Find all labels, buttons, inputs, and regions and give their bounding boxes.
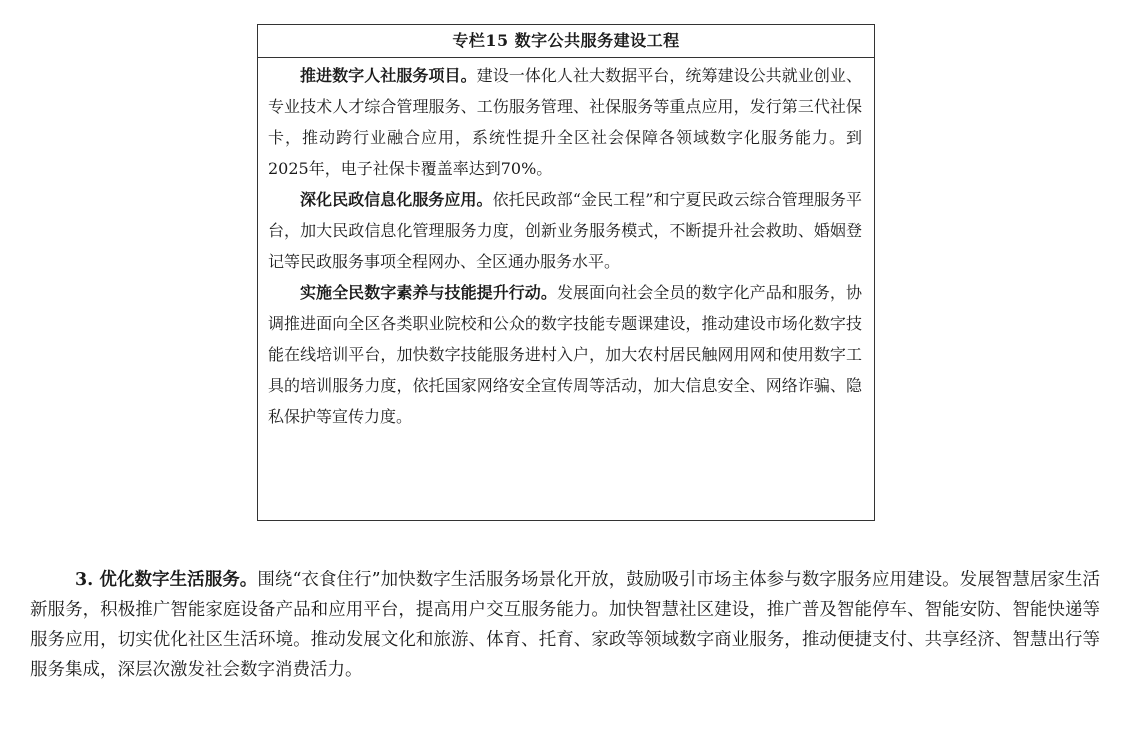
paragraph-heading: 推进数字人社服务项目。 xyxy=(300,66,477,85)
paragraph-text: 发展面向社会全员的数字化产品和服务，协调推进面向全区各类职业院校和公众的数字技能专题课建设，推动建设市场化数字技能在线培训平台，加快数字技能服务进村入户，加大农村居民触网用网和使用数字工具的培训服务力度，依托国家网络安全宣传周等活动，加大信息安全、网络诈骗、隐私保护等宣传力度。 xyxy=(268,283,862,426)
paragraph-heading: 实施全民数字素养与技能提升行动。 xyxy=(300,283,557,302)
section-heading: 3. 优化数字生活服务。 xyxy=(75,570,258,590)
column-paragraph xyxy=(268,60,862,184)
column-paragraph xyxy=(268,277,862,432)
column-paragraph xyxy=(268,184,862,277)
column-box xyxy=(257,24,875,521)
paragraph-text: 依托民政部“金民工程”和宁夏民政云综合管理服务平台，加大民政信息化管理服务力度，创新业务服务模式，不断提升社会救助、婚姻登记等民政服务事项全程网办、全区通办服务水平。 xyxy=(268,190,862,271)
column-body xyxy=(258,58,874,432)
column-title: 专栏15 数字公共服务建设工程 xyxy=(258,25,874,58)
section-text: 围绕“衣食住行”加快数字生活服务场景化开放，鼓励吸引市场主体参与数字服务应用建设。发展智慧居家生活新服务，积极推广智能家庭设备产品和应用平台，提高用户交互服务能力。加快智慧社区建设，推广普及智能停车、智能安防、智能快递等服务应用，切实优化社区生活环境。推动发展文化和旅游、体育、托育、家政等领域数字商业服务，推动便捷支付、共享经济、智慧出行等服务集成，深层次激发社会数字消费活力。 xyxy=(30,570,1100,680)
section-paragraph xyxy=(30,565,1100,685)
paragraph-text: 建设一体化人社大数据平台，统筹建设公共就业创业、专业技术人才综合管理服务、工伤服务管理、社保服务等重点应用，发行第三代社保卡，推动跨行业融合应用，系统性提升全区社会保障各领域数字化服务能力。到2025年，电子社保卡覆盖率达到70%。 xyxy=(268,66,862,178)
paragraph-heading: 深化民政信息化服务应用。 xyxy=(300,190,493,209)
